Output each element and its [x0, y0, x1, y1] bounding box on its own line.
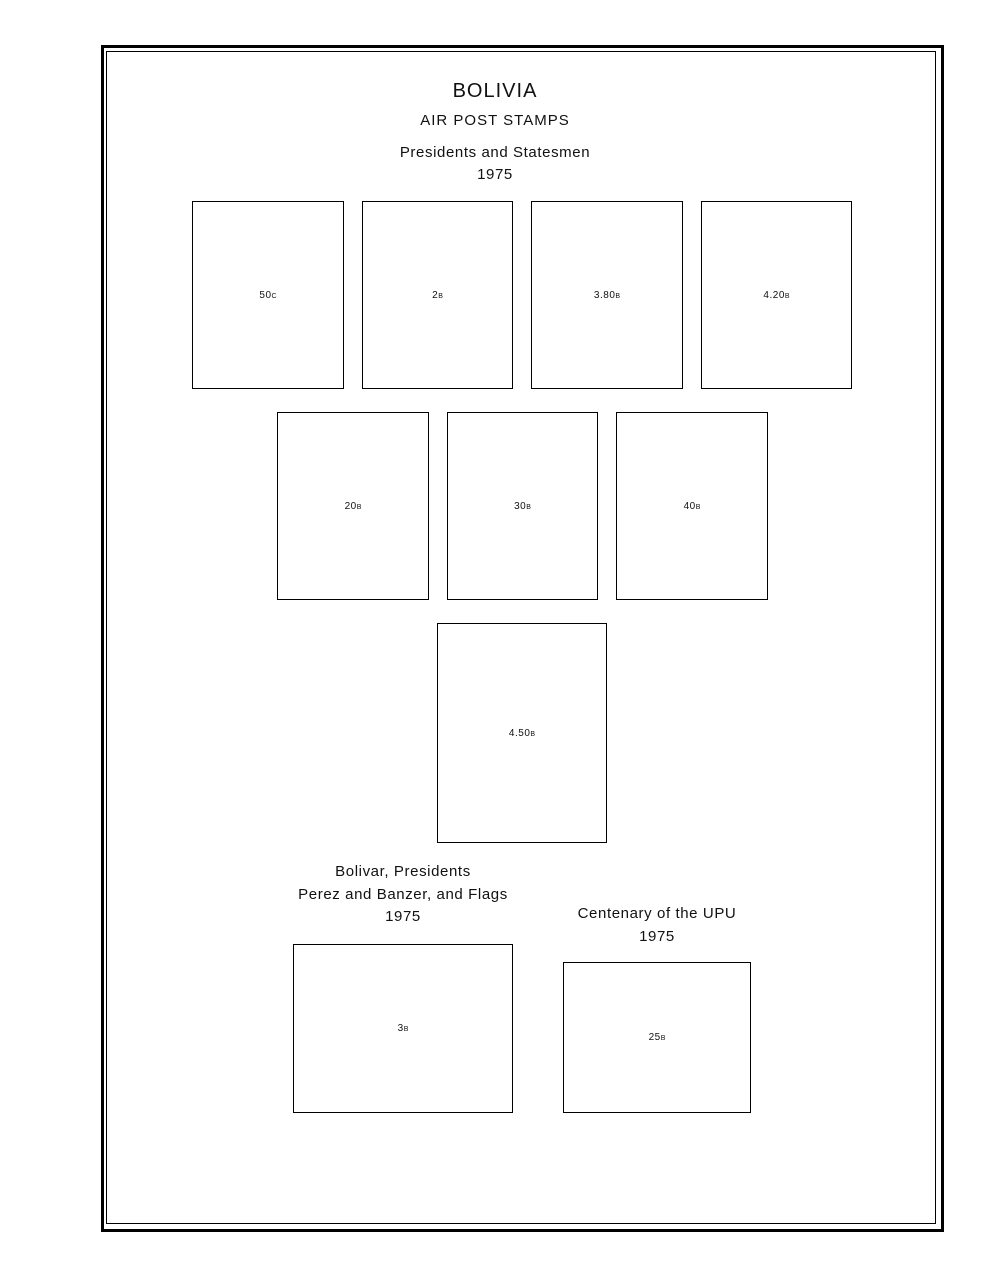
stamp-box: [362, 201, 513, 389]
stamp-value: 4.50B: [508, 727, 536, 739]
page-title: BOLIVIA: [452, 80, 538, 102]
stamp-box: [701, 201, 852, 389]
page-subtitle: AIR POST STAMPS: [420, 112, 570, 129]
stamp-value: 4.20B: [763, 289, 790, 301]
stamp-box: [447, 412, 598, 600]
stamp-box: [531, 201, 683, 389]
stamp-box: [192, 201, 344, 389]
stamp-box: [437, 623, 607, 843]
section-title: Centenary of the UPU: [577, 905, 737, 922]
stamp-value: 40B: [683, 500, 701, 512]
section-title-line: Bolivar, Presidents: [335, 863, 471, 880]
stamp-value: 50C: [259, 289, 277, 301]
stamp-box: [563, 962, 751, 1113]
stamp-box: [277, 412, 429, 600]
stamp-box: [616, 412, 768, 600]
stamp-value: 2B: [432, 289, 443, 301]
stamp-value: 25B: [648, 1032, 666, 1043]
section-year: 1975: [639, 928, 675, 945]
stamp-value: 20B: [344, 500, 362, 512]
section-year: 1975: [477, 166, 513, 183]
stamp-box: [293, 944, 513, 1113]
stamp-value: 3.80B: [593, 289, 621, 301]
stamp-value: 3B: [397, 1023, 409, 1034]
section-title: Presidents and Statesmen: [399, 144, 591, 161]
section-year: 1975: [385, 908, 421, 925]
stamp-value: 30B: [514, 500, 531, 512]
section-title-line: Perez and Banzer, and Flags: [298, 886, 508, 903]
